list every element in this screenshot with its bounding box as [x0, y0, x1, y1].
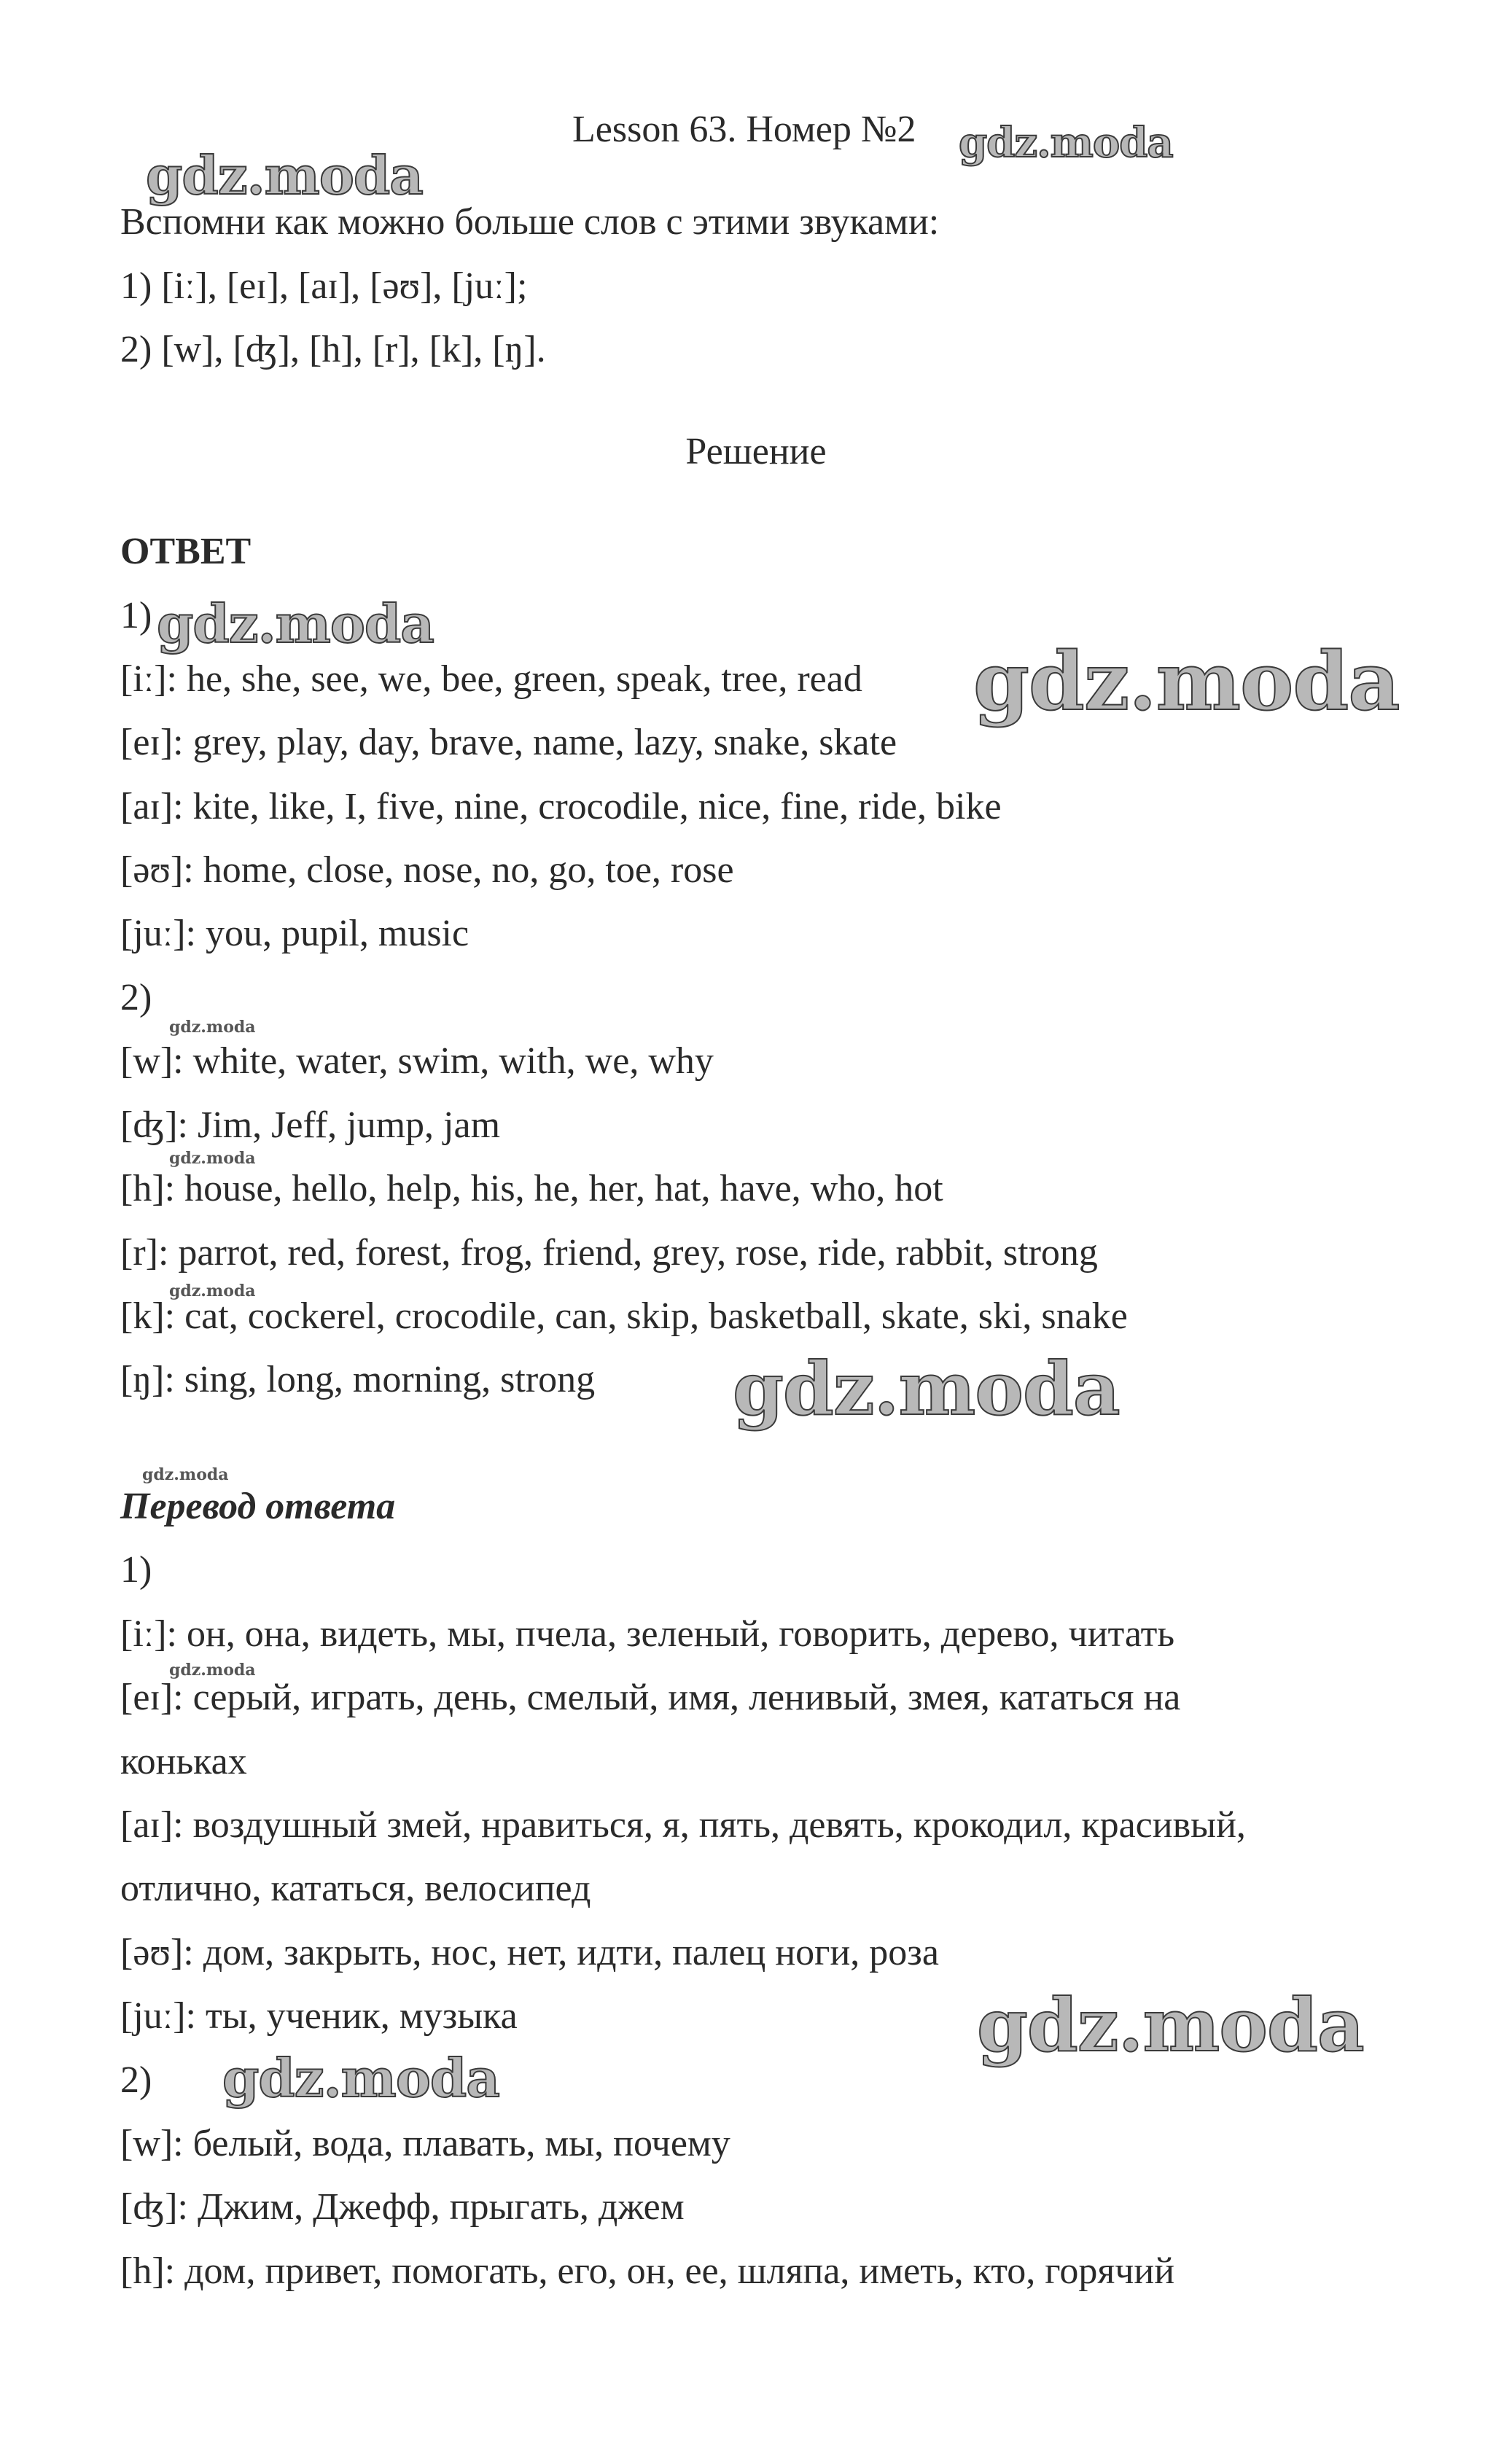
- translation-line: отлично, кататься, велосипед: [120, 1868, 591, 1909]
- translation-line: коньках: [120, 1741, 247, 1782]
- answer-heading: ОТВЕТ: [120, 531, 252, 572]
- translation-part1-label: 1): [120, 1549, 152, 1591]
- translation-line: [w]: белый, вода, плавать, мы, почему: [120, 2123, 730, 2164]
- watermark-small: gdz.moda: [169, 1149, 256, 1168]
- answer-part2-label: 2): [120, 977, 152, 1018]
- watermark: gdz.moda: [146, 144, 423, 206]
- answer-line: [əʊ]: home, close, nose, no, go, toe, rose: [120, 849, 734, 891]
- answer-line: [h]: house, hello, help, his, he, her, hat, have, who, hot: [120, 1168, 943, 1209]
- watermark: gdz.moda: [157, 593, 434, 655]
- task-item-1: 1) [iː], [eɪ], [aɪ], [əʊ], [juː];: [120, 265, 528, 307]
- answer-line: [ŋ]: sing, long, morning, strong: [120, 1359, 596, 1400]
- task-prompt: Вспомни как можно больше слов с этими звуками:: [120, 201, 940, 243]
- answer-line: [k]: cat, cockerel, crocodile, can, skip, basketball, skate, ski, snake: [120, 1295, 1128, 1337]
- watermark-small: gdz.moda: [169, 1282, 256, 1301]
- answer-line: [r]: parrot, red, forest, frog, friend, grey, rose, ride, rabbit, strong: [120, 1232, 1098, 1274]
- watermark: gdz.moda: [733, 1346, 1120, 1432]
- watermark: gdz.moda: [222, 2047, 499, 2109]
- watermark-small: gdz.moda: [169, 1018, 256, 1037]
- task-item-2: 2) [w], [ʤ], [h], [r], [k], [ŋ].: [120, 329, 546, 370]
- translation-line: [eɪ]: серый, играть, день, смелый, имя, ленивый, змея, кататься на: [120, 1677, 1181, 1718]
- translation-line: [əʊ]: дом, закрыть, нос, нет, идти, палец ноги, роза: [120, 1932, 939, 1973]
- translation-line: [ʤ]: Джим, Джефф, прыгать, джем: [120, 2186, 685, 2228]
- answer-line: [w]: white, water, swim, with, we, why: [120, 1040, 714, 1082]
- watermark: gdz.moda: [977, 1982, 1364, 2068]
- watermark-small: gdz.moda: [169, 1661, 256, 1680]
- answer-line: [juː]: you, pupil, music: [120, 913, 469, 954]
- solution-heading: Решение: [685, 431, 827, 472]
- translation-part2-label: 2): [120, 2059, 152, 2101]
- answer-part1-label: 1): [120, 595, 152, 636]
- translation-heading: Перевод ответа: [120, 1486, 396, 1527]
- lesson-title: Lesson 63. Номер №2: [572, 109, 916, 150]
- translation-line: [aɪ]: воздушный змей, нравиться, я, пять, девять, крокодил, красивый,: [120, 1804, 1246, 1846]
- translation-line: [iː]: он, она, видеть, мы, пчела, зеленый, говорить, дерево, читать: [120, 1613, 1175, 1655]
- answer-line: [aɪ]: kite, like, I, five, nine, crocodile, nice, fine, ride, bike: [120, 786, 1002, 827]
- answer-line: [ʤ]: Jim, Jeff, jump, jam: [120, 1104, 501, 1146]
- watermark: gdz.moda: [959, 119, 1173, 167]
- watermark-small: gdz.moda: [142, 1465, 229, 1484]
- translation-line: [h]: дом, привет, помогать, его, он, ее, шляпа, иметь, кто, горячий: [120, 2250, 1175, 2292]
- answer-line: [eɪ]: grey, play, day, brave, name, lazy, snake, skate: [120, 722, 897, 763]
- translation-line: [juː]: ты, ученик, музыка: [120, 1995, 518, 2037]
- watermark: gdz.moda: [973, 634, 1400, 728]
- answer-line: [iː]: he, she, see, we, bee, green, speak, tree, read: [120, 658, 862, 700]
